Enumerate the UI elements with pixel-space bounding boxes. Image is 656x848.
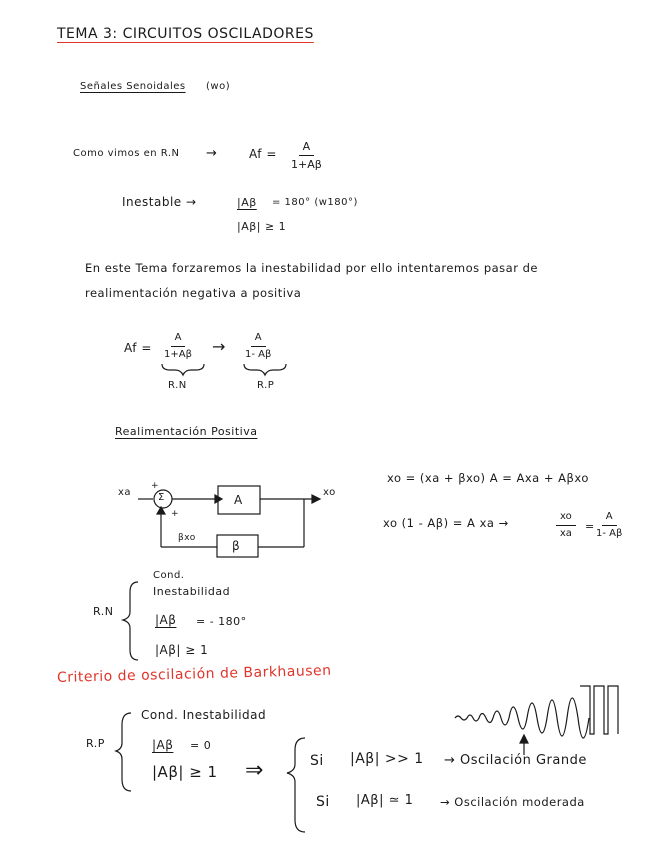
transform-arrow: → [212, 337, 226, 356]
oscillation-square-wave [580, 686, 618, 734]
equation-2-ratio [556, 512, 576, 539]
inestable-label: Inestable → [122, 195, 197, 209]
diagram-output-label: xo [323, 487, 336, 498]
underbrace-rp [244, 364, 286, 375]
rp-label: R.P [86, 737, 105, 750]
rp-cond: Cond. Inestabilidad [141, 708, 267, 722]
transform-label-rp: R.P [257, 380, 275, 391]
equation-2-ratio-den: xa [559, 528, 572, 539]
rn-angle-value: = - 180° [196, 615, 247, 628]
paragraph-line-2: realimentación negativa a positiva [85, 286, 302, 300]
inestable-angle-value: = 180° (w180°) [272, 197, 358, 208]
equation-2-lhs: xo (1 - Aβ) = A xa → [383, 516, 509, 530]
equation-2-ratio-num: xo [556, 512, 576, 526]
transform-label-rn: R.N [168, 380, 187, 391]
equation-2-rhs-den: 1- Aβ [596, 528, 623, 539]
summing-symbol: Σ [158, 492, 165, 503]
diagram-feedback-label: βxo [178, 533, 196, 543]
diagram-input-label: xa [118, 487, 132, 498]
section-heading-senoidales: Señales Senoidales [80, 81, 186, 92]
rn-label: R.N [93, 605, 114, 618]
block-b-label: β [232, 539, 241, 553]
rn-cond-line-2: Inestabilidad [153, 585, 231, 598]
af-numerator: A [299, 141, 315, 156]
transform-num-1: A [171, 333, 186, 347]
rp-magnitude: |Aβ| ≥ 1 [152, 763, 218, 781]
arrowhead-out [312, 495, 320, 503]
equation-2-rhs [596, 512, 622, 539]
transform-lhs: Af = [124, 341, 152, 355]
rn-angle: |Aβ [155, 613, 177, 627]
case-2-cond: |Aβ| ≃ 1 [356, 793, 414, 808]
inestable-angle: |Aβ [237, 196, 257, 209]
page-title: TEMA 3: CIRCUITOS OSCILADORES [57, 26, 314, 42]
waveform-pointer-head [520, 735, 528, 743]
underbrace-rn [162, 364, 204, 375]
brace-rp [116, 713, 131, 791]
af-denominator: 1+Aβ [291, 158, 322, 171]
equation-2-rhs-num: A [602, 512, 617, 526]
case-1-si: Si [310, 753, 324, 769]
case-1-cond: |Aβ| >> 1 [350, 751, 424, 767]
implies-arrow: ⇒ [245, 758, 264, 783]
rn-cond-line-1: Cond. [153, 570, 185, 581]
section-heading-realimentacion: Realimentación Positiva [115, 425, 258, 438]
equation-2-equals: = [585, 520, 595, 533]
af-lhs: Af = [249, 147, 277, 161]
barkhausen-criterion: Criterio de oscilación de Barkhausen [56, 662, 332, 686]
case-1-result: → Oscilación Grande [444, 753, 587, 768]
case-2-result: → Oscilación moderada [440, 795, 585, 809]
intro-arrow: → [206, 146, 218, 161]
brace-cases [287, 738, 305, 832]
diagram-plus-top: + [151, 481, 160, 491]
transform-den-2: 1- Aβ [245, 349, 272, 360]
diagram-plus-bottom: + [171, 509, 180, 519]
paragraph-line-1: En este Tema forzaremos la inestabilidad por ello intentaremos pasar de [85, 261, 538, 275]
rp-angle: |Aβ [152, 738, 174, 752]
case-2-si: Si [316, 794, 330, 810]
transform-num-2: A [251, 333, 266, 347]
rp-angle-value: = 0 [190, 739, 212, 752]
intro-text: Como vimos en R.N [73, 148, 180, 159]
transform-den-1: 1+Aβ [164, 349, 192, 360]
brace-rn [123, 582, 138, 660]
block-a-label: A [234, 493, 243, 507]
inestable-magnitude: |Aβ| ≥ 1 [237, 220, 287, 233]
rn-magnitude: |Aβ| ≥ 1 [155, 643, 209, 657]
equation-1: xo = (xa + βxo) A = Axa + Aβxo [387, 471, 589, 485]
oscillation-waveform [455, 698, 589, 738]
section-note-wo: (wo) [206, 81, 231, 92]
